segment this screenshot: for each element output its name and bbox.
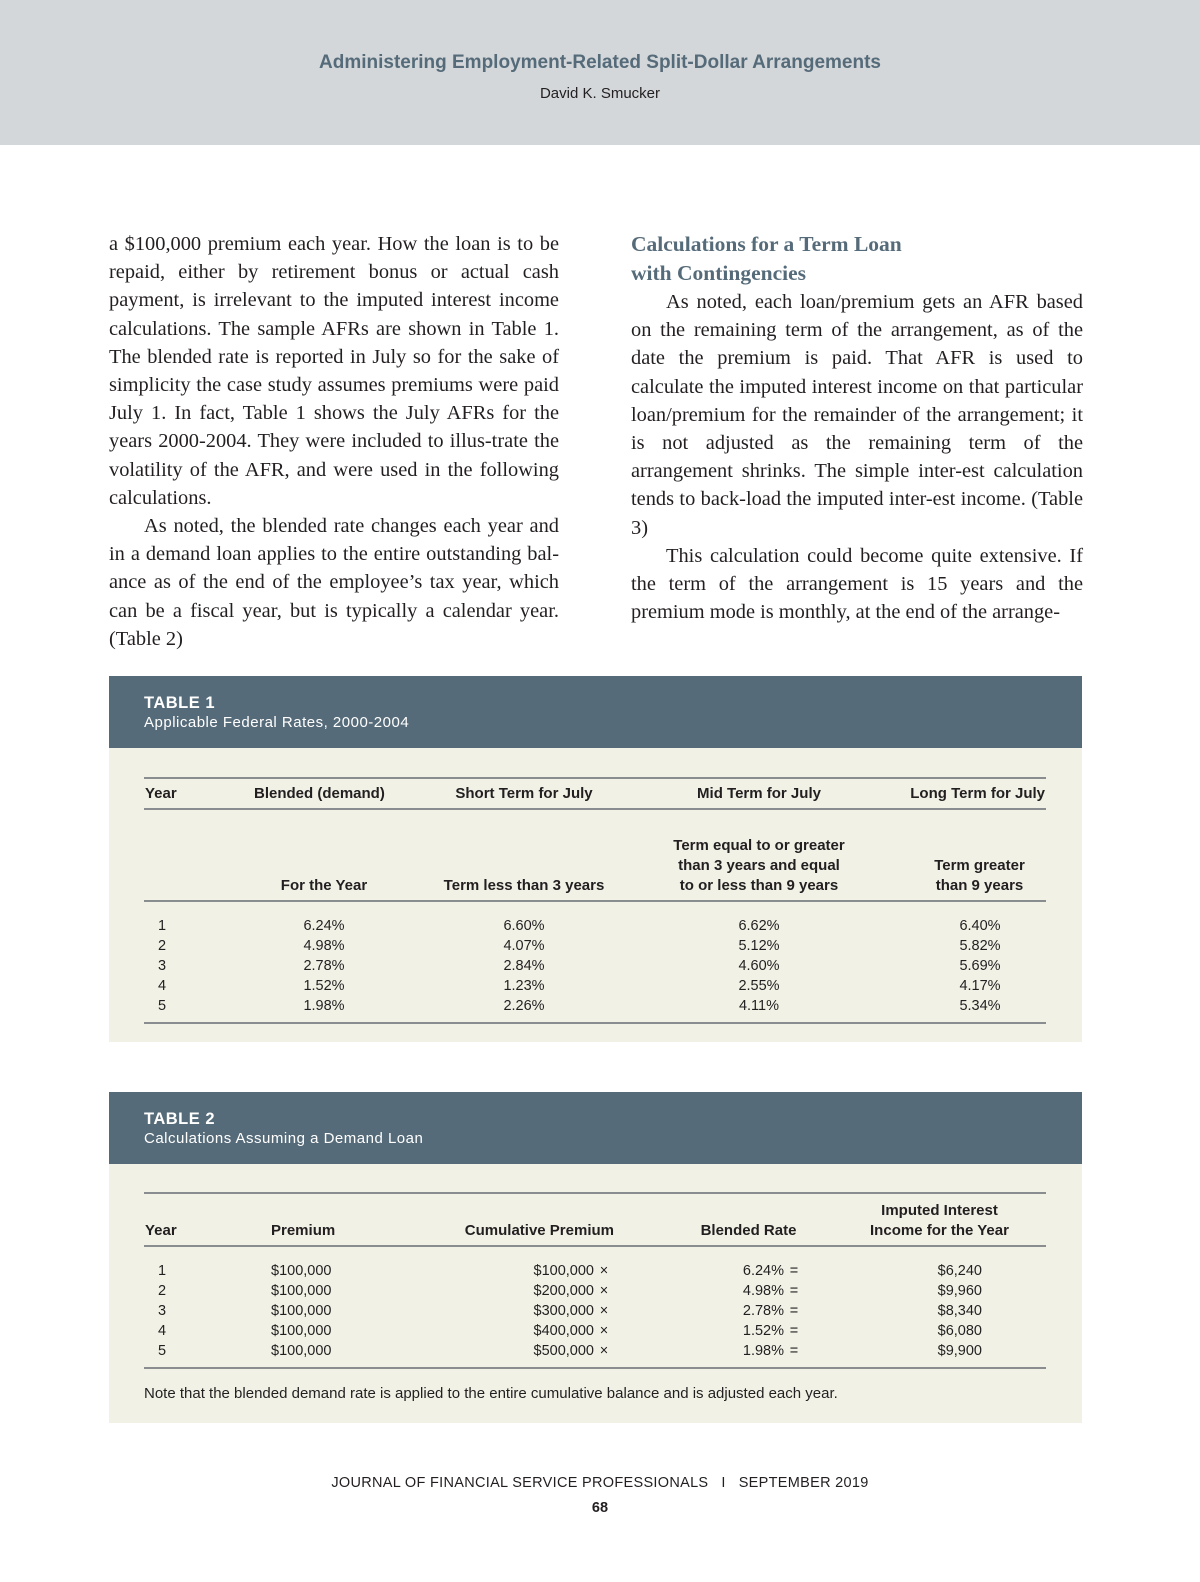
short-term-cell: 2.26% — [503, 998, 545, 1014]
blended-cell: 4.98% — [303, 938, 345, 954]
left-column — [109, 230, 559, 653]
cumulative-cell: $200,000 — [533, 1283, 594, 1299]
table-1 — [109, 676, 1082, 1042]
subheader-mid-line-3: to or less than 9 years — [679, 877, 839, 894]
equals-sign: = — [789, 1283, 799, 1299]
table-2-label: TABLE 2 — [144, 1110, 216, 1128]
subheader-short-term: Term less than 3 years — [443, 877, 605, 894]
equals-sign: = — [789, 1263, 799, 1279]
mid-term-cell: 4.60% — [738, 958, 780, 974]
equals-sign: = — [789, 1323, 799, 1339]
table-row — [144, 1341, 1046, 1368]
mid-term-cell: 4.11% — [738, 998, 780, 1014]
premium-cell: $100,000 — [271, 1263, 332, 1279]
imputed-interest-cell: $9,960 — [937, 1283, 982, 1299]
table-1-subtitle: Applicable Federal Rates, 2000-2004 — [144, 714, 410, 731]
table-1-grid — [144, 777, 1046, 1024]
mid-term-cell: 6.62% — [738, 918, 780, 934]
premium-cell: $100,000 — [271, 1283, 332, 1299]
section-heading-line-2: with Contingencies — [631, 261, 806, 285]
table-row — [144, 1261, 1046, 1281]
equals-sign: = — [789, 1343, 799, 1359]
table-2-subtitle: Calculations Assuming a Demand Loan — [144, 1130, 424, 1147]
long-term-cell: 5.34% — [959, 998, 1001, 1014]
table-1-subheaders — [144, 822, 1046, 901]
short-term-cell: 1.23% — [503, 978, 545, 994]
equals-sign: = — [789, 1303, 799, 1319]
running-title: Administering Employment-Related Split-Dollar Arrangements — [319, 52, 881, 73]
blended-rate-cell: 2.78% — [742, 1303, 784, 1319]
blended-rate-cell: 6.24% — [742, 1263, 784, 1279]
table-2-header — [109, 1092, 1082, 1164]
long-term-cell: 6.40% — [959, 918, 1001, 934]
premium-cell: $100,000 — [271, 1303, 332, 1319]
table-row — [144, 1321, 1046, 1341]
multiply-sign: × — [599, 1303, 609, 1319]
blended-rate-cell: 1.52% — [742, 1323, 784, 1339]
running-author: David K. Smucker — [539, 85, 661, 102]
table-2-note: Note that the blended demand rate is applied to the entire cumulative balance and is adjusted each year. — [144, 1385, 838, 1402]
column-header-premium: Premium — [271, 1222, 336, 1239]
table-2-body — [144, 1192, 1046, 1404]
blended-cell: 2.78% — [303, 958, 345, 974]
column-header-cumulative: Cumulative Premium — [464, 1222, 614, 1239]
year-cell: 3 — [158, 1303, 167, 1319]
table-1-header — [109, 676, 1082, 748]
table-row — [144, 936, 1046, 956]
blended-rate-cell: 1.98% — [742, 1343, 784, 1359]
table-2-grid — [144, 1192, 1046, 1369]
table-1-body — [144, 777, 1046, 1024]
cumulative-cell: $300,000 — [533, 1303, 594, 1319]
subheader-blended: For the Year — [280, 877, 368, 894]
column-header-year: Year — [145, 784, 177, 802]
year-cell: 2 — [158, 1283, 167, 1299]
year-cell: 1 — [158, 918, 167, 934]
cumulative-cell: $400,000 — [533, 1323, 594, 1339]
short-term-cell: 2.84% — [503, 958, 545, 974]
multiply-sign: × — [599, 1263, 609, 1279]
right-paragraph-2: This calculation could become quite extensive. If the term of the arrangement is 15 years and the premium mode is monthly, at the end of the arrange- — [631, 544, 1083, 624]
column-header-blended: Blended (demand) — [254, 784, 385, 802]
table-row — [144, 976, 1046, 996]
subheader-mid-line-2: than 3 years and equal — [678, 857, 840, 874]
imputed-header-line-1: Imputed Interest — [881, 1202, 998, 1219]
column-header-blended-rate: Blended Rate — [700, 1222, 797, 1239]
long-term-cell: 5.82% — [959, 938, 1001, 954]
short-term-cell: 6.60% — [503, 918, 545, 934]
table-row — [144, 916, 1046, 936]
imputed-interest-cell: $6,240 — [937, 1263, 982, 1279]
table-row — [144, 956, 1046, 976]
cumulative-cell: $100,000 — [533, 1263, 594, 1279]
blended-cell: 1.52% — [303, 978, 345, 994]
subheader-long-line-2: than 9 years — [935, 877, 1024, 894]
long-term-cell: 4.17% — [959, 978, 1001, 994]
blended-rate-cell: 4.98% — [742, 1283, 784, 1299]
year-cell: 2 — [158, 938, 167, 954]
column-header-long-term: Long Term for July — [910, 784, 1045, 802]
column-header-year: Year — [145, 1222, 177, 1239]
column-header-mid-term: Mid Term for July — [697, 784, 821, 802]
column-header-short-term: Short Term for July — [455, 784, 593, 802]
blended-cell: 6.24% — [303, 918, 345, 934]
long-term-cell: 5.69% — [959, 958, 1001, 974]
footer-journal: JOURNAL OF FINANCIAL SERVICE PROFESSIONALS I SEPTEMBER 2019 — [331, 1475, 869, 1491]
premium-cell: $100,000 — [271, 1343, 332, 1359]
year-cell: 3 — [158, 958, 167, 974]
year-cell: 4 — [158, 978, 167, 994]
multiply-sign: × — [599, 1343, 609, 1359]
subheader-mid-term — [624, 822, 894, 901]
table-2-column-headers — [144, 1193, 1046, 1246]
short-term-cell: 4.07% — [503, 938, 545, 954]
subheader-long-term — [894, 822, 1046, 901]
left-paragraph-1: a $100,000 premium each year. How the loan is to be repaid, either by retirement bonus or actual cash payment, is irrelevant to the imputed interest income calculations. The sample AFRs are shown in Table 1. The blended rate is reported in July so for the sake of simplicity the case study assumes premiums were paid July 1. In fact, Table 1 shows the July AFRs for the years 2000-2004. They were included to illus-trate the volatility of the AFR, and were used in the following calculations. — [109, 233, 559, 509]
year-cell: 1 — [158, 1263, 167, 1279]
table-1-column-headers — [144, 778, 1046, 809]
year-cell: 5 — [158, 1343, 167, 1359]
multiply-sign: × — [599, 1323, 609, 1339]
year-cell: 5 — [158, 998, 167, 1014]
right-paragraph-1: As noted, each loan/premium gets an AFR based on the remaining term of the arrangement, as of the date the premium is paid. That AFR is used to calculate the imputed interest income on that particular loan/premium for the remainder of the arrangement; it is not adjusted as the remaining term of the arrangement shrinks. The simple inter-est calculation tends to back-load the imputed inter-est income. (Table 3) — [631, 291, 1083, 539]
left-paragraph-2: As noted, the blended rate changes each year and in a demand loan applies to the entire outstanding bal-ance as of the end of the employee’s tax year, which can be a fiscal year, but is typically a calendar year. (Table 2) — [109, 515, 559, 650]
table-row — [144, 1301, 1046, 1321]
subheader-mid-line-1: Term equal to or greater — [673, 837, 845, 854]
table-row — [144, 1281, 1046, 1301]
imputed-header-line-2: Income for the Year — [870, 1222, 1009, 1239]
table-1-label: TABLE 1 — [144, 694, 216, 712]
section-heading — [631, 230, 1083, 288]
premium-cell: $100,000 — [271, 1323, 332, 1339]
table-2 — [109, 1092, 1082, 1423]
mid-term-cell: 5.12% — [738, 938, 780, 954]
blended-cell: 1.98% — [303, 998, 345, 1014]
mid-term-cell: 2.55% — [738, 978, 780, 994]
right-column — [631, 230, 1083, 626]
subheader-long-line-1: Term greater — [934, 857, 1025, 874]
table-row — [144, 996, 1046, 1023]
section-heading-line-1: Calculations for a Term Loan — [631, 232, 902, 256]
page-number: 68 — [591, 1500, 609, 1516]
imputed-interest-cell: $9,900 — [937, 1343, 982, 1359]
column-header-imputed-interest — [844, 1193, 1046, 1246]
imputed-interest-cell: $8,340 — [937, 1303, 982, 1319]
cumulative-cell: $500,000 — [533, 1343, 594, 1359]
imputed-interest-cell: $6,080 — [937, 1323, 982, 1339]
multiply-sign: × — [599, 1283, 609, 1299]
year-cell: 4 — [158, 1323, 167, 1339]
